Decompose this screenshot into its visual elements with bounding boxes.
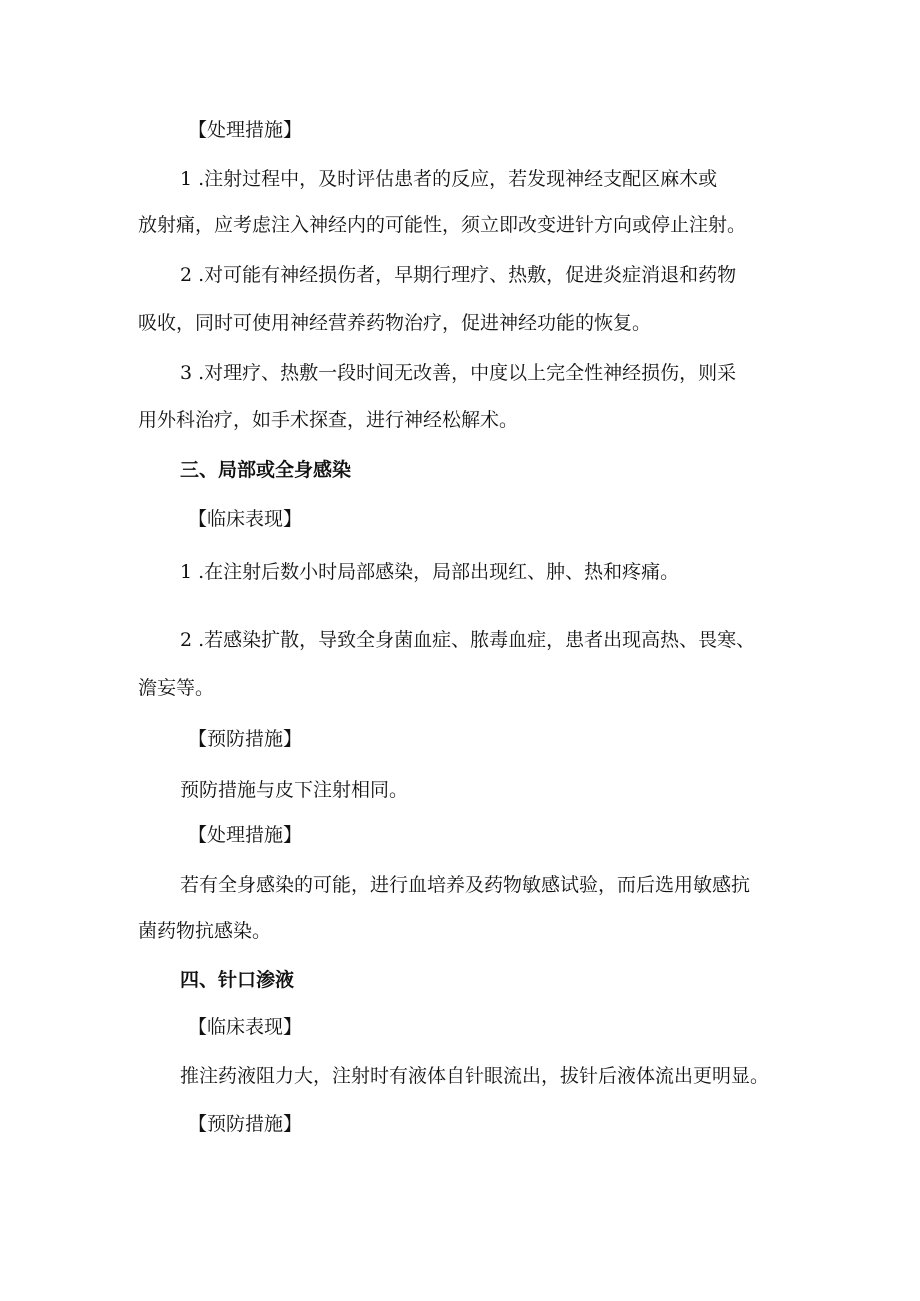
section-label-clinical: 【临床表现】 xyxy=(188,508,303,530)
paragraph-line: 若有全身感染的可能，进行血培养及药物敏感试验，而后选用敏感抗 xyxy=(180,874,751,896)
section-label-treatment: 【处理措施】 xyxy=(188,824,303,846)
paragraph-line: 2 .对可能有神经损伤者，早期行理疗、热敷，促进炎症消退和药物 xyxy=(180,264,737,286)
paragraph-line: 1 .注射过程中，及时评估患者的反应，若发现神经支配区麻木或 xyxy=(180,168,718,190)
section-heading: 四、针口渗液 xyxy=(180,969,295,991)
paragraph-line: 澹妄等。 xyxy=(138,677,215,699)
section-label-prevention: 【预防措施】 xyxy=(188,728,303,750)
paragraph-line: 用外科治疗，如手术探查，进行神经松解术。 xyxy=(138,409,519,431)
paragraph-line: 推注药液阻力大，注射时有液体自针眼流出，拔针后液体流出更明显。 xyxy=(180,1065,770,1087)
section-label-prevention: 【预防措施】 xyxy=(188,1113,303,1135)
paragraph-line: 3 .对理疗、热敷一段时间无改善，中度以上完全性神经损伤，则采 xyxy=(180,362,737,384)
section-heading: 三、局部或全身感染 xyxy=(180,459,352,481)
paragraph-line: 1 .在注射后数小时局部感染，局部出现红、肿、热和疼痛。 xyxy=(180,561,680,583)
section-label-clinical: 【临床表现】 xyxy=(188,1016,303,1038)
section-label-treatment: 【处理措施】 xyxy=(188,119,303,141)
paragraph-line: 菌药物抗感染。 xyxy=(138,920,272,942)
paragraph-line: 预防措施与皮下注射相同。 xyxy=(180,779,409,801)
paragraph-line: 2 .若感染扩散，导致全身菌血症、脓毒血症，患者出现高热、畏寒、 xyxy=(180,629,756,651)
paragraph-line: 放射痛，应考虑注入神经内的可能性，须立即改变进针方向或停止注射。 xyxy=(138,214,747,236)
paragraph-line: 吸收，同时可使用神经营养药物治疗，促进神经功能的恢复。 xyxy=(138,312,652,334)
